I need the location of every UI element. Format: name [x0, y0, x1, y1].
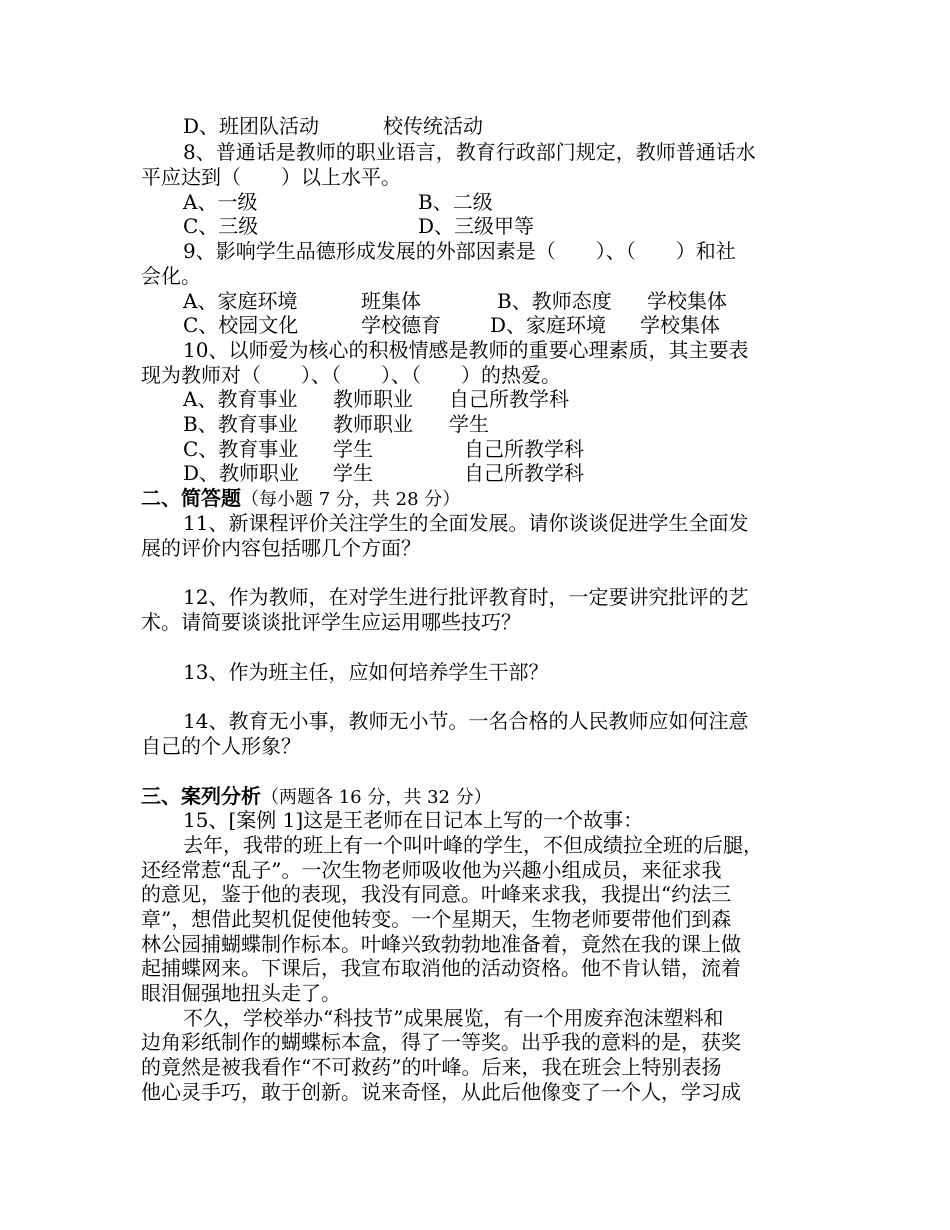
q8-option-b: B、二级	[418, 190, 493, 214]
q10-option-d-item3: 自己所教学科	[464, 461, 584, 485]
q10-option-a-item3: 自己所教学科	[449, 387, 569, 411]
q8-question: 8、普通话是教师的职业语言，教育行政部门规定，教师普通话水	[183, 140, 756, 164]
q11-question: 11、新课程评价关注学生的全面发展。请你谈谈促进学生全面发	[183, 511, 749, 535]
case-paragraph-line: 章”，想借此契机促使他转变。一个星期天，生物老师要带他们到森	[141, 907, 732, 931]
q8-question-cont: 平应达到（ ）以上水平。	[141, 165, 401, 189]
q10-option-a: A、教育事业	[183, 387, 298, 411]
case-paragraph-line: 起捕蝶网来。下课后，我宣布取消他的活动资格。他不肯认错，流着	[141, 956, 741, 980]
case-paragraph-line: 边角彩纸制作的蝴蝶标本盒，得了一等奖。出乎我的意料的是，获奖	[141, 1030, 741, 1054]
case-paragraph-line: 林公园捕蝴蝶制作标本。叶峰兴致勃勃地准备着，竟然在我的课上做	[141, 932, 741, 956]
q11-question-cont: 展的评价内容包括哪几个方面？	[141, 536, 421, 560]
q12-question-cont: 术。请简要谈谈批评学生应运用哪些技巧？	[141, 610, 521, 634]
q13-question: 13、作为班主任，应如何培养学生干部？	[183, 660, 549, 684]
section2-heading	[141, 486, 460, 512]
q10-option-b: B、教育事业	[183, 412, 298, 436]
section2-note: （每小题 7 分，共 28 分）	[241, 489, 461, 510]
q9-question: 9、影响学生品德形成发展的外部因素是（ ）、（ ）和社	[183, 239, 736, 263]
q9-option-b-item2: 学校集体	[647, 289, 727, 313]
q10-option-c-item3: 自己所教学科	[464, 437, 584, 461]
q9-option-d-item2: 学校集体	[640, 313, 720, 337]
q10-question-cont: 现为教师对（ ）、（ ）、（ ）的热爱。	[141, 363, 561, 387]
section3-title: 三、案列分析	[141, 784, 261, 808]
q10-option-a-item2: 教师职业	[333, 387, 413, 411]
q10-option-b-item3: 学生	[449, 412, 489, 436]
q10-option-b-item2: 教师职业	[333, 412, 413, 436]
case-paragraph-line: 还经常惹“乱子”。一次生物老师吸收他为兴趣小组成员，来征求我	[141, 858, 722, 882]
section2-title: 二、简答题	[141, 486, 241, 510]
q9-option-c: C、校园文化	[183, 313, 299, 337]
q9-option-a-item2: 班集体	[361, 289, 421, 313]
case-paragraph-line: 眼泪倔强地扭头走了。	[141, 981, 341, 1005]
case-paragraph-line: 去年，我带的班上有一个叫叶峰的学生，不但成绩拉全班的后腿，	[183, 833, 763, 857]
q10-question: 10、以师爱为核心的积极情感是教师的重要心理素质，其主要表	[183, 338, 749, 362]
q10-option-c-item2: 学生	[333, 437, 373, 461]
q10-option-c: C、教育事业	[183, 437, 299, 461]
q10-option-d-item2: 学生	[333, 461, 373, 485]
q7-option-d: D、班团队活动	[183, 114, 320, 138]
q15-intro: 15、[案例 1]这是王老师在日记本上写的一个故事：	[183, 808, 644, 832]
q14-question: 14、教育无小事，教师无小节。一名合格的人民教师应如何注意	[183, 709, 749, 733]
q9-option-d: D、家庭环境	[490, 313, 607, 337]
section3-heading	[141, 784, 492, 810]
section3-note: （两题各 16 分，共 32 分）	[261, 787, 492, 808]
q10-option-d: D、教师职业	[183, 461, 300, 485]
q8-option-c: C、三级	[183, 214, 259, 238]
q9-option-a: A、家庭环境	[183, 289, 298, 313]
case-paragraph-line: 不久，学校举办“科技节”成果展览，有一个用废弃泡沫塑料和	[183, 1006, 724, 1030]
q9-option-b: B、教师态度	[497, 289, 612, 313]
q9-option-c-item2: 学校德育	[361, 313, 441, 337]
case-paragraph-line: 他心灵手巧，敢于创新。说来奇怪，从此后他像变了一个人，学习成	[141, 1080, 741, 1104]
q7-option-d-item2: 校传统活动	[383, 114, 483, 138]
case-paragraph-line: 的意见，鉴于他的表现，我没有同意。叶峰来求我，我提出“约法三	[141, 882, 732, 906]
q9-question-cont: 会化。	[141, 264, 201, 288]
case-paragraph-line: 的竟然是被我看作“不可救药”的叶峰。后来，我在班会上特别表扬	[141, 1055, 722, 1079]
q8-option-a: A、一级	[183, 190, 258, 214]
q14-question-cont: 自己的个人形象？	[141, 734, 301, 758]
q12-question: 12、作为教师，在对学生进行批评教育时，一定要讲究批评的艺	[183, 585, 749, 609]
q8-option-d: D、三级甲等	[418, 214, 535, 238]
